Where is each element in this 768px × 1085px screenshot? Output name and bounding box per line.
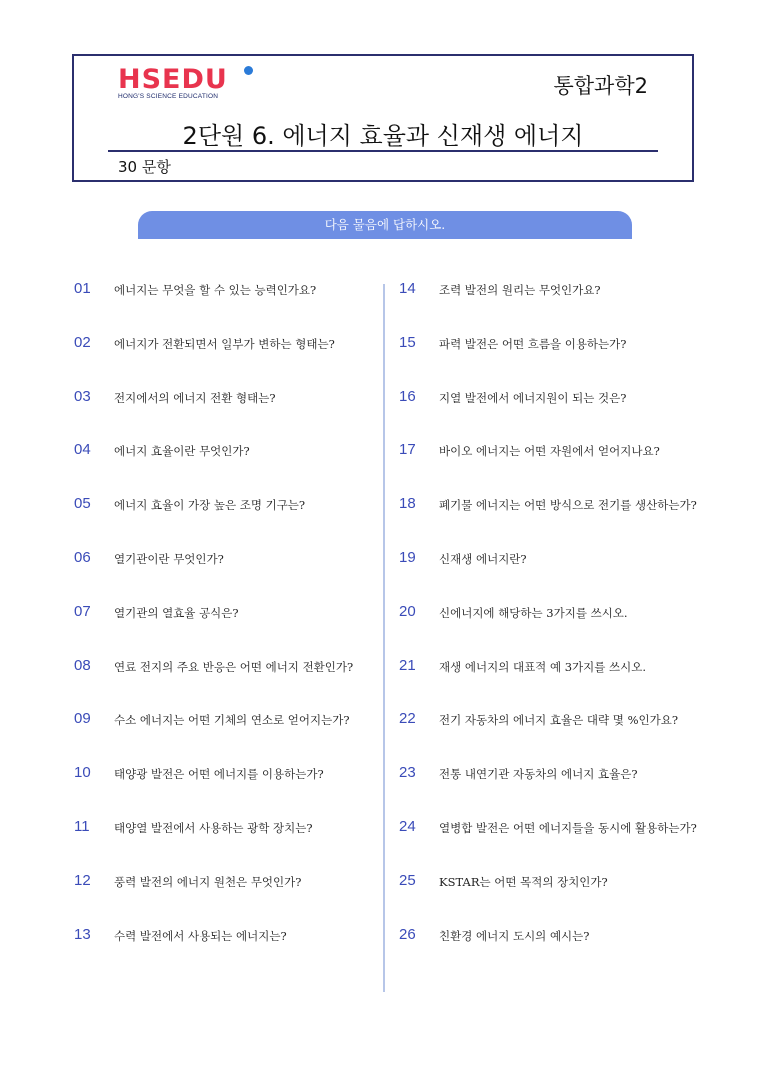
question-text: 전기 자동차의 에너지 효율은 대략 몇 %인가요? [439, 713, 678, 727]
question-number: 08 [74, 657, 91, 674]
question-number: 03 [74, 388, 91, 405]
question-number: 22 [399, 710, 416, 727]
question-text: KSTAR는 어떤 목적의 장치인가? [439, 875, 608, 889]
question-number: 02 [74, 334, 91, 351]
column-divider [383, 284, 385, 992]
question-text: 연료 전지의 주요 반응은 어떤 에너지 전환인가? [114, 660, 354, 674]
question-number: 14 [399, 280, 416, 297]
question-number: 16 [399, 388, 416, 405]
question-number: 20 [399, 603, 416, 620]
question-number: 07 [74, 603, 91, 620]
question-text: 에너지가 전환되면서 일부가 변하는 형태는? [114, 337, 335, 351]
question-number: 12 [74, 872, 91, 889]
question-number: 23 [399, 764, 416, 781]
question-text: 바이오 에너지는 어떤 자원에서 얻어지나요? [439, 444, 660, 458]
question-text: 수력 발전에서 사용되는 에너지는? [114, 929, 287, 943]
question-text: 열기관이란 무엇인가? [114, 552, 224, 566]
instruction-banner: 다음 물음에 답하시오. [138, 211, 632, 239]
question-text: 신재생 에너지란? [439, 552, 527, 566]
question-text: 폐기물 에너지는 어떤 방식으로 전기를 생산하는가? [439, 498, 697, 512]
question-number: 21 [399, 657, 416, 674]
question-number: 01 [74, 280, 91, 297]
question-text: 열기관의 열효율 공식은? [114, 606, 239, 620]
logo-tagline: HONG'S SCIENCE EDUCATION [118, 93, 219, 100]
question-number: 13 [74, 926, 91, 943]
question-number: 19 [399, 549, 416, 566]
question-text: 재생 에너지의 대표적 예 3가지를 쓰시오. [439, 660, 646, 674]
header-box [72, 54, 694, 182]
page-title: 2단원 6. 에너지 효율과 신재생 에너지 [182, 122, 584, 150]
question-text: 에너지는 무엇을 할 수 있는 능력인가요? [114, 283, 317, 297]
question-text: 에너지 효율이란 무엇인가? [114, 444, 250, 458]
subject-label: 통합과학2 [553, 74, 648, 98]
question-text: 조력 발전의 원리는 무엇인가요? [439, 283, 601, 297]
question-text: 친환경 에너지 도시의 예시는? [439, 929, 590, 943]
title-divider [108, 150, 658, 152]
question-number: 18 [399, 495, 416, 512]
question-number: 06 [74, 549, 91, 566]
question-number: 04 [74, 441, 91, 458]
question-text: 수소 에너지는 어떤 기체의 연소로 얻어지는가? [114, 713, 350, 727]
question-text: 태양광 발전은 어떤 에너지를 이용하는가? [114, 767, 324, 781]
question-text: 풍력 발전의 에너지 원천은 무엇인가? [114, 875, 302, 889]
question-count: 30 문항 [118, 158, 171, 176]
question-text: 열병합 발전은 어떤 에너지들을 동시에 활용하는가? [439, 821, 697, 835]
question-text: 전지에서의 에너지 전환 형태는? [114, 391, 276, 405]
question-number: 17 [399, 441, 416, 458]
logo-wordmark: HSEDU [118, 64, 228, 95]
question-text: 지열 발전에서 에너지원이 되는 것은? [439, 391, 627, 405]
question-text: 전통 내연기관 자동차의 에너지 효율은? [439, 767, 638, 781]
hsedu-logo [118, 66, 228, 100]
question-text: 신에너지에 해당하는 3가지를 쓰시오. [439, 606, 628, 620]
question-number: 15 [399, 334, 416, 351]
question-text: 태양열 발전에서 사용하는 광학 장치는? [114, 821, 313, 835]
question-number: 10 [74, 764, 91, 781]
question-number: 26 [399, 926, 416, 943]
question-text: 에너지 효율이 가장 높은 조명 기구는? [114, 498, 306, 512]
question-number: 25 [399, 872, 416, 889]
question-number: 05 [74, 495, 91, 512]
question-number: 24 [399, 818, 416, 835]
question-number: 09 [74, 710, 91, 727]
question-number: 11 [74, 818, 90, 835]
logo-dot-icon [244, 66, 253, 75]
question-text: 파력 발전은 어떤 흐름을 이용하는가? [439, 337, 627, 351]
